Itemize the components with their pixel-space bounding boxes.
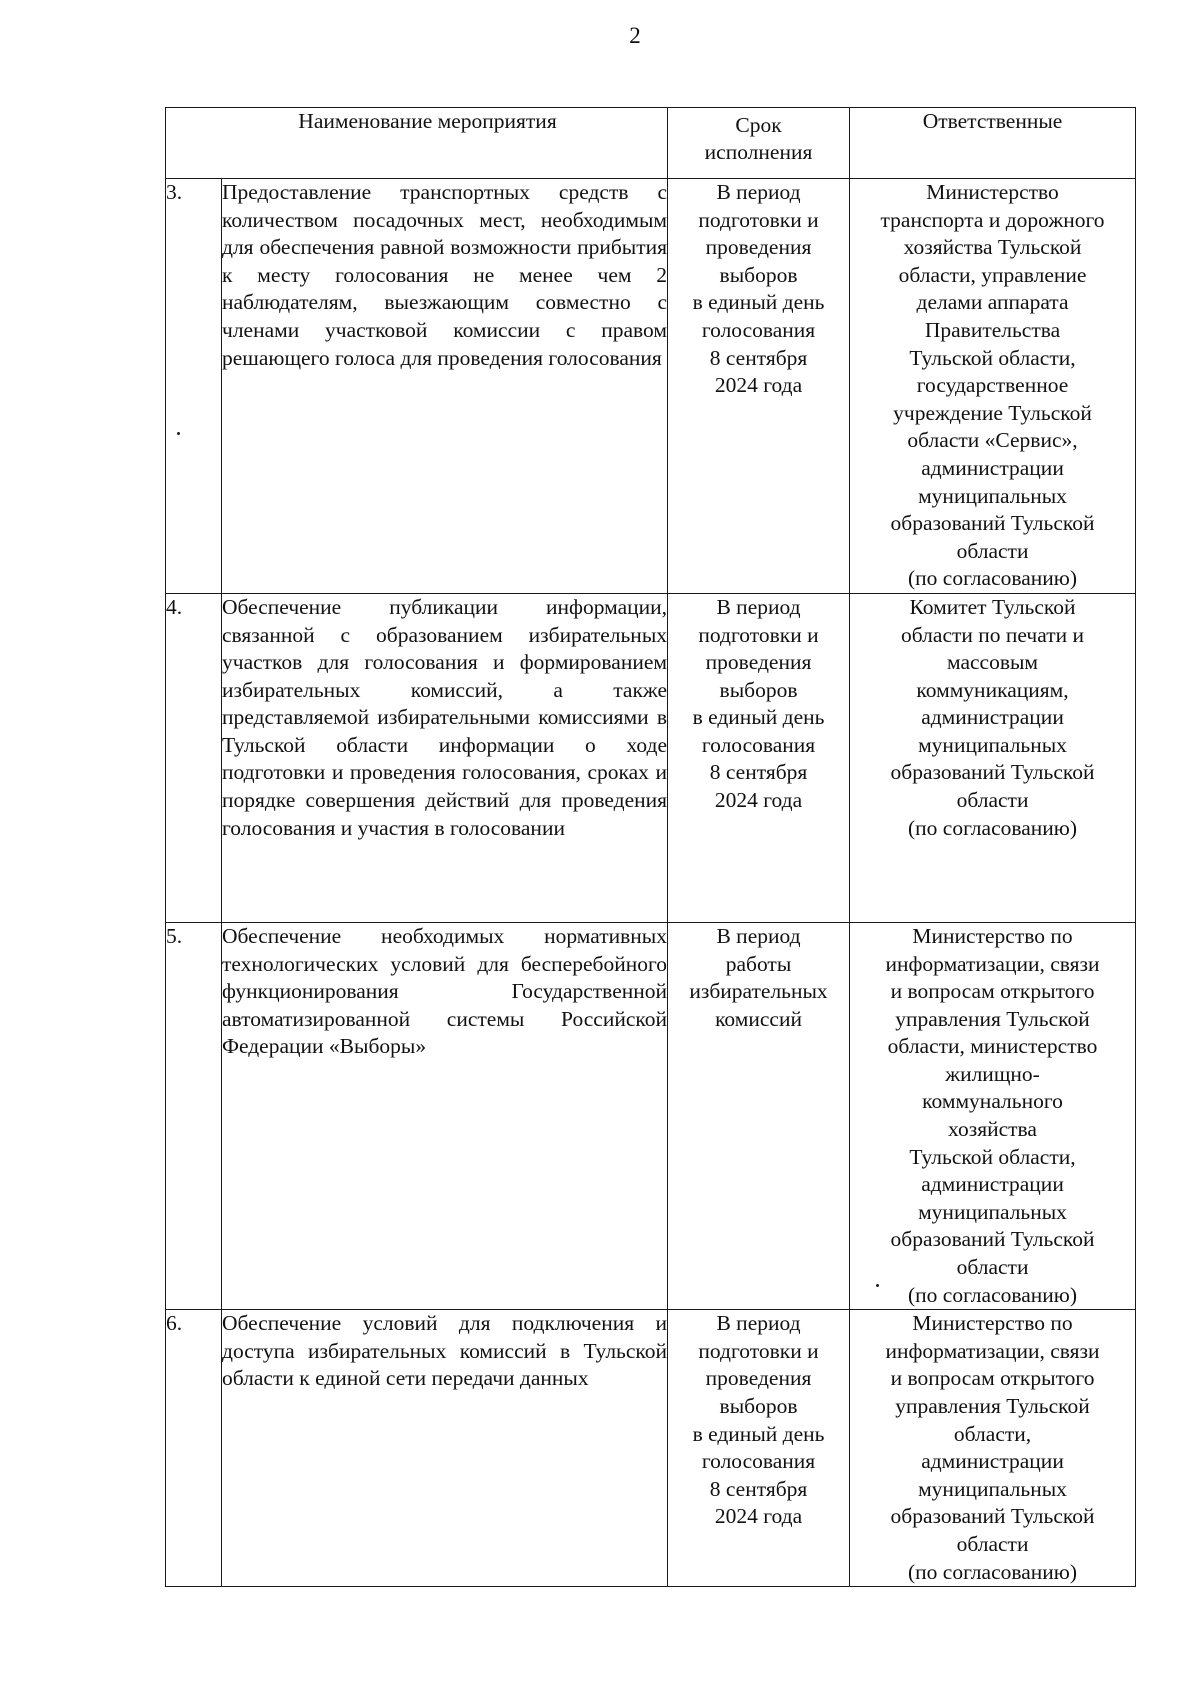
responsible-line: администрации (921, 1449, 1064, 1474)
responsible-line: хозяйства (948, 1117, 1037, 1142)
responsible-line: Правительства (924, 317, 1061, 342)
responsible-line: информатизации, связи (885, 951, 1100, 976)
responsible-cell (850, 1310, 1136, 1587)
event-name: Обеспечение условий для подключения и доступа избирательных комиссий в Тульской области к единой сети передачи данных (222, 1310, 668, 1587)
table-row (166, 179, 1136, 594)
responsible-line: управления Тульской (895, 1394, 1090, 1418)
deadline-line: 8 сентября (709, 1476, 808, 1501)
responsible-line: государственное (916, 373, 1069, 398)
deadline-line: проведения (705, 1366, 812, 1391)
row-number: 6. (166, 1310, 222, 1587)
deadline-line: в единый день (692, 290, 825, 315)
responsible-line: образований Тульской (890, 1227, 1095, 1252)
deadline-line: голосования (701, 732, 816, 757)
deadline-line: в единый день (692, 705, 825, 730)
responsible-line: и вопросам открытого (890, 979, 1095, 1004)
deadline-line: комиссий (715, 1006, 802, 1031)
deadline-cell (668, 922, 850, 1309)
deadline-line: проведения (705, 650, 812, 675)
responsible-cell (850, 593, 1136, 922)
deadline-line: В период (716, 594, 801, 619)
responsible-line: области, министерство (887, 1034, 1098, 1059)
deadline-line: выборов (719, 677, 798, 702)
event-name: Обеспечение публикации информации, связанной с образованием избирательных участков для голосования и формированием избирательных комиссий, а также представляемой избирательными комиссиями в Тульской области информации о ходе подготовки и проведения голосования, сроках и порядке совершения действий для проведения голосования и участия в голосовании (222, 593, 668, 922)
deadline-line: В период (716, 180, 801, 204)
responsible-line: администрации (921, 705, 1064, 730)
table-row (166, 1310, 1136, 1587)
responsible-line: области «Сервис», (907, 428, 1078, 453)
deadline-line: выборов (719, 262, 798, 287)
deadline-line: 2024 года (714, 1504, 803, 1529)
responsible-line: области (956, 788, 1029, 813)
responsible-cell (850, 179, 1136, 594)
responsible-line: Министерство по (912, 923, 1073, 948)
deadline-line: 2024 года (714, 373, 803, 398)
responsible-line: (по согласованию) (908, 1559, 1078, 1584)
responsible-line: учреждение Тульской (893, 400, 1092, 425)
responsible-line: Комитет Тульской (909, 594, 1076, 619)
responsible-line: хозяйства Тульской (903, 235, 1082, 260)
responsible-line: делами аппарата (916, 290, 1069, 315)
responsible-line: образований Тульской (890, 1504, 1095, 1529)
responsible-line: управления Тульской (895, 1006, 1090, 1031)
page-number: 2 (629, 23, 641, 48)
header-responsible: Ответственные (850, 108, 1136, 179)
event-name: Обеспечение необходимых нормативных технологических условий для бесперебойного функционирования Государственной автоматизированной системы Российской Федерации «Выборы» (222, 922, 668, 1309)
responsible-line: области, управление (898, 262, 1087, 287)
responsible-line: муниципальных (918, 483, 1067, 508)
responsible-line: Министерство по (912, 1311, 1073, 1336)
responsible-line: жилищно- (945, 1061, 1040, 1086)
table-header-row (166, 108, 1136, 179)
deadline-line: 8 сентября (709, 760, 808, 785)
deadline-line: проведения (705, 235, 812, 260)
responsible-line: области по печати и (901, 622, 1084, 647)
responsible-line: и вопросам открытого (890, 1366, 1095, 1391)
events-table (165, 107, 1136, 1587)
deadline-line: избирательных (689, 979, 828, 1004)
responsible-line: информатизации, связи (885, 1338, 1100, 1363)
responsible-line: области (956, 1531, 1029, 1556)
header-deadline-line2: исполнения (704, 140, 813, 164)
responsible-line: Тульской области, (909, 345, 1076, 370)
header-deadline-line1: Срок (735, 113, 782, 137)
responsible-line: транспорта и дорожного (880, 207, 1105, 232)
deadline-line: подготовки и (698, 1338, 819, 1363)
deadline-line: В период (716, 923, 801, 948)
row-number: 3. (166, 179, 222, 594)
deadline-cell (668, 593, 850, 922)
deadline-line: 8 сентября (709, 345, 808, 370)
deadline-line: голосования (701, 317, 816, 342)
responsible-line: Тульской области, (909, 1144, 1076, 1169)
deadline-line: работы (725, 951, 792, 976)
responsible-line: администрации (921, 455, 1064, 480)
responsible-line: муниципальных (918, 732, 1067, 757)
event-name: Предоставление транспортных средств с количеством посадочных мест, необходимым для обеспечения равной возможности прибытия к месту голосования не менее чем 2 наблюдателям, выезжающим совместно с членами участковой комиссии с правом решающего голоса для проведения голосования (222, 179, 668, 594)
responsible-line: коммунального (922, 1089, 1063, 1114)
deadline-cell (668, 179, 850, 594)
responsible-line: (по согласованию) (908, 815, 1078, 840)
responsible-line: коммуникациям, (916, 677, 1069, 702)
deadline-line: В период (716, 1311, 801, 1336)
header-deadline (668, 108, 850, 179)
responsible-line: муниципальных (918, 1476, 1067, 1501)
deadline-line: 2024 года (714, 788, 803, 813)
responsible-line: (по согласованию) (908, 566, 1078, 591)
table-row (166, 922, 1136, 1309)
deadline-cell (668, 1310, 850, 1587)
deadline-line: в единый день (692, 1421, 825, 1446)
responsible-line: области (956, 1255, 1029, 1280)
deadline-line: подготовки и (698, 622, 819, 647)
responsible-line: образований Тульской (890, 511, 1095, 536)
scan-speck (177, 432, 180, 435)
table-row (166, 593, 1136, 922)
responsible-line: массовым (946, 650, 1039, 675)
header-event-name: Наименование мероприятия (166, 108, 668, 179)
deadline-line: подготовки и (698, 207, 819, 232)
responsible-line: муниципальных (918, 1199, 1067, 1224)
scan-speck (876, 1284, 879, 1287)
deadline-line: голосования (701, 1449, 816, 1474)
deadline-line: выборов (719, 1394, 798, 1418)
responsible-line: области, (953, 1421, 1032, 1446)
responsible-line: образований Тульской (890, 760, 1095, 785)
responsible-line: (по согласованию) (908, 1282, 1078, 1307)
responsible-cell (850, 922, 1136, 1309)
row-number: 5. (166, 922, 222, 1309)
responsible-line: администрации (921, 1172, 1064, 1197)
row-number: 4. (166, 593, 222, 922)
responsible-line: области (956, 538, 1029, 563)
responsible-line: Министерство (926, 180, 1059, 204)
